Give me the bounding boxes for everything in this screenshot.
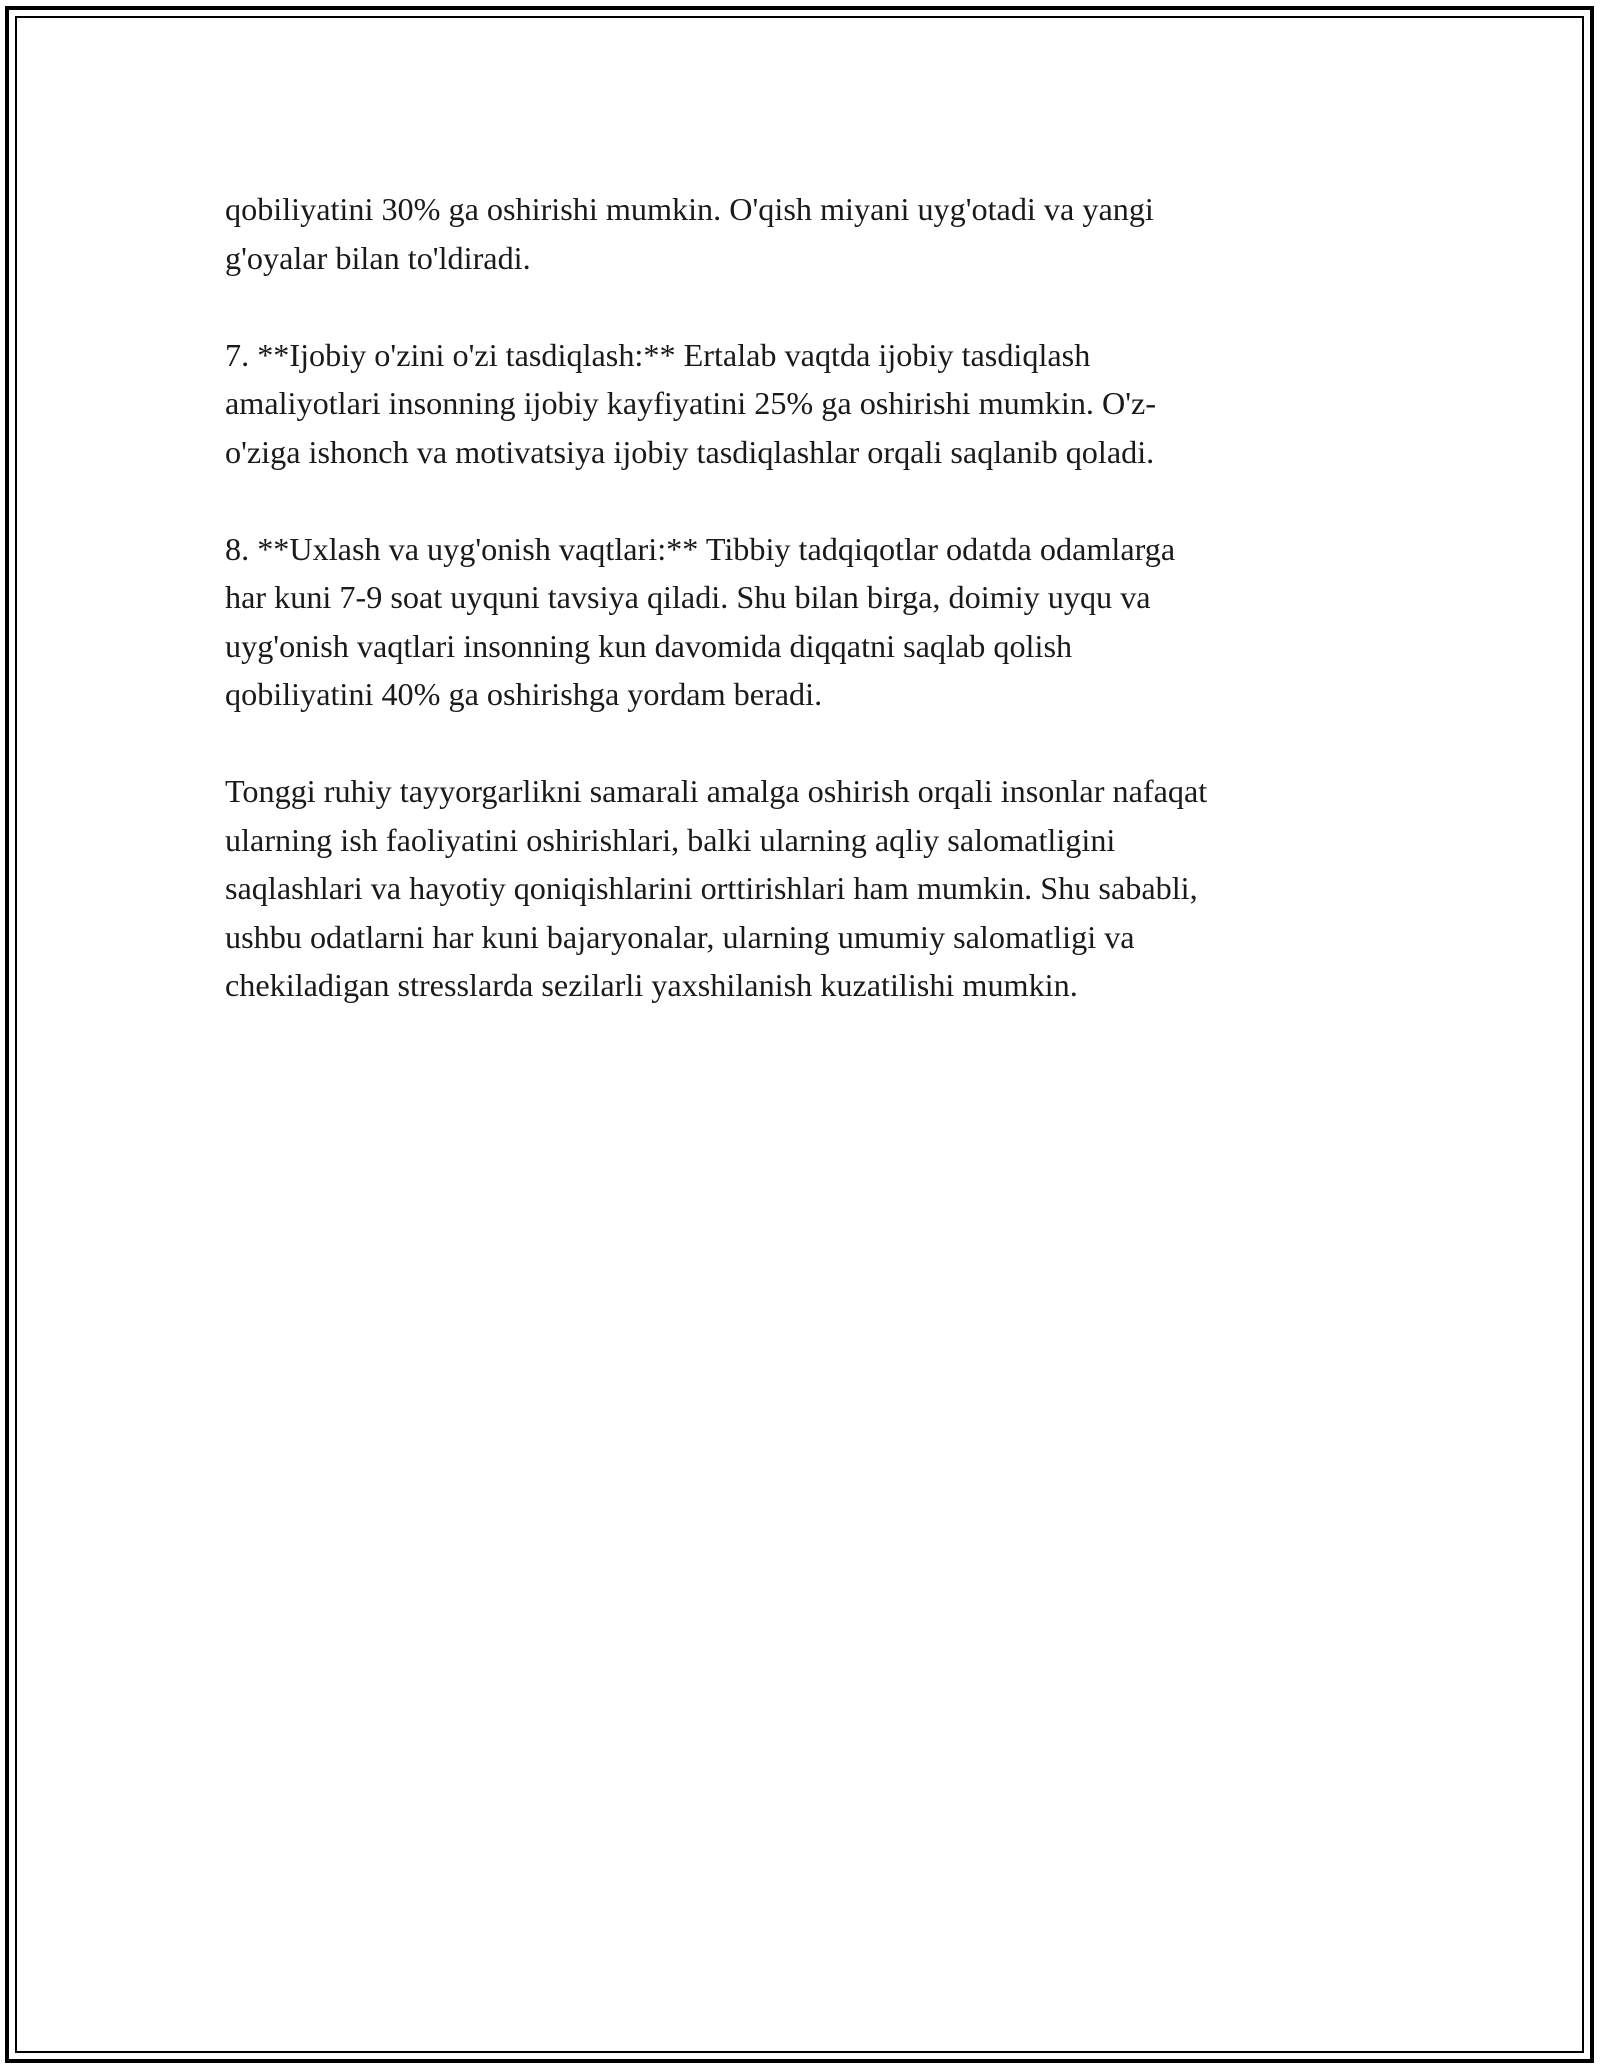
paragraph-item-7-affirmations: 7. **Ijobiy o'zini o'zi tasdiqlash:** Ertalab vaqtda ijobiy tasdiqlash amaliyotlari insonning ijobiy kayfiyatini 25% ga oshirishi mumkin. O'z- o'ziga ishonch va motivatsiya ijobiy tasdiqlashlar orqali saqlanib qoladi. [225,336,1157,470]
paragraph-item-8-sleep: 8. **Uxlash va uyg'onish vaqtlari:** Tibbiy tadqiqotlar odatda odamlarga har kuni 7-9 soat uyquni tavsiya qiladi. Shu bilan birga, doimiy uyqu va uyg'onish vaqtlari insonning kun davomida diqqatni saqlab qolish qobiliyatini 40% ga oshirishga yordam beradi. [225,530,1176,712]
document-body [225,185,1375,1010]
paragraph-conclusion: Tonggi ruhiy tayyorgarlikni samarali amalga oshirish orqali insonlar nafaqat ularning ish faoliyatini oshirishlari, balki ularning aqliy salomatligini saqlashlari va hayotiy qoniqishlarini orttirishlari ham mumkin. Shu sababli, ushbu odatlarni har kuni bajaryonalar, ularning umumiy salomatligi va chekiladigan stresslarda sezilarli yaxshilanish kuzatilishi mumkin. [225,773,1208,1003]
paragraph-reading-continuation: qobiliyatini 30% ga oshirishi mumkin. O'qish miyani uyg'otadi va yangi g'oyalar bilan to'ldiradi. [225,191,1154,276]
